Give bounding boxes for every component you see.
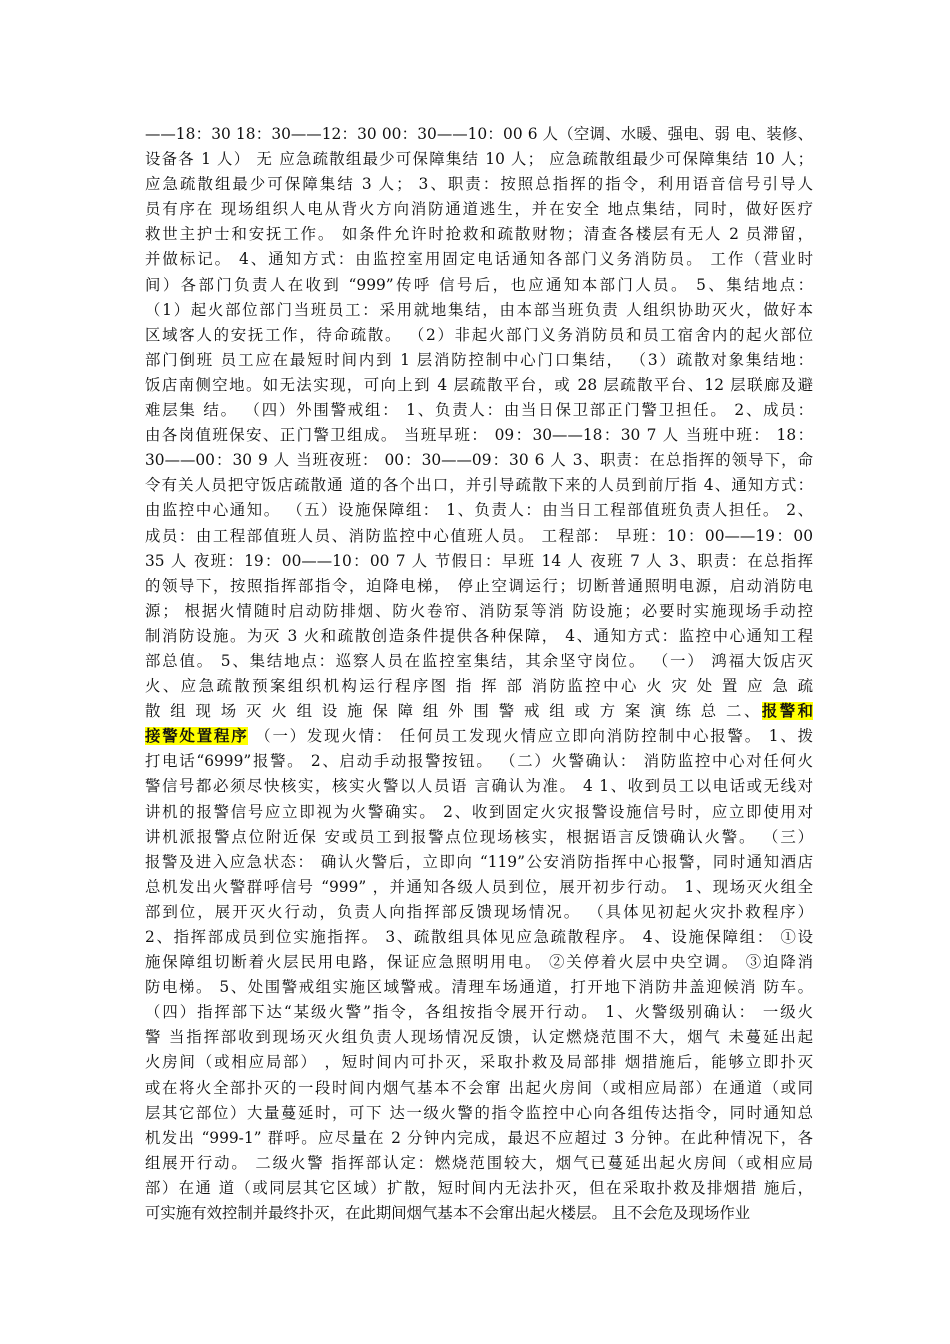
text-segment: 员有序在 现场组织人电从背火方向消防通道逃生，并在安全 地点集结，同时，做好医疗 [145, 200, 813, 219]
text-line [145, 172, 813, 197]
text-line [145, 624, 813, 649]
text-segment: 总机发出火警群呼信号 “999” ，并通知各级人员到位，展开初步行动。 1、现场灭火组全 [145, 877, 813, 896]
text-line [145, 473, 813, 498]
text-segment: 火、应急疏散预案组织机构运行程序图 指 挥 部 消防监控中心 火 灾 处 置 应 急 疏 [145, 677, 813, 696]
text-segment: 并做标记。 4、通知方式：由监控室用固定电话通知各部门义务消防员。 工作（营业时 [145, 250, 813, 269]
text-line [145, 599, 813, 624]
text-segment: 层其它部位）大量蔓延时，可下 达一级火警的指令监控中心向各组传达指令，同时通知总 [145, 1103, 813, 1122]
text-segment: ——18：30 18：30——12：30 00：30——10：00 6 人（空调、水暖、强电、弱 电、装修、 [145, 125, 813, 143]
text-line [145, 549, 813, 574]
text-line [145, 1025, 813, 1050]
text-segment: 防电梯。 5、处围警戒组实施区域警戒。清理车场通道，打开地下消防井盖迎候消 防车。 [145, 978, 813, 997]
text-segment: 的领导下，按照指挥部指令，迫降电梯， 停止空调运行；切断普通照明电源，启动消防电 [145, 576, 813, 595]
text-line [145, 649, 813, 674]
text-line [145, 1050, 813, 1075]
text-line [145, 1151, 813, 1176]
text-segment: 可实施有效控制并最终扑灭，在此期间烟气基本不会窜出起火楼层。 且不会危及现场作业 [145, 1204, 751, 1223]
text-segment: 制消防设施。为灭 3 火和疏散创造条件提供各种保障， 4、通知方式：监控中心通知工程 [145, 626, 813, 645]
text-segment: 令有关人员把守饭店疏散通 道的各个出口，并引导疏散下来的人员到前厅指 4、通知方式： [145, 476, 813, 495]
text-segment: 部到位，展开灭火行动，负责人向指挥部反馈现场情况。 （具体见初起火灾扑救程序） [145, 902, 813, 921]
text-line [145, 273, 813, 298]
text-segment: 由各岗值班保安、正门警卫组成。 当班早班： 09：30——18：30 7 人 当班中班： 18： [145, 426, 813, 445]
text-line [145, 1126, 813, 1151]
text-segment: 设备各 1 人） 无 应急疏散组最少可保障集结 10 人； 应急疏散组最少可保障集结 10 人； [145, 150, 813, 169]
text-segment: 30——00：30 9 人 当班夜班： 00：30——09：30 6 人 3、职责：在总指挥的领导下，命 [145, 451, 813, 470]
text-segment: 或在将火全部扑灭的一段时间内烟气基本不会窜 出起火房间（或相应局部）在通道（或同 [145, 1078, 813, 1097]
text-segment: （四）指挥部下达“某级火警”指令，各组按指令展开行动。 1、火警级别确认： 一级火 [145, 1003, 813, 1022]
text-line [145, 800, 813, 825]
text-line [145, 298, 813, 323]
text-line [145, 247, 813, 272]
text-line [145, 222, 813, 247]
text-line [145, 950, 813, 975]
text-segment: 火房间（或相应局部） ，短时间内可扑灭，采取扑救及局部排 烟措施后，能够立即扑灭 [145, 1053, 813, 1072]
text-line [145, 925, 813, 950]
text-segment: （一）发现火情： 任何员工发现火情应立即向消防控制中心报警。 1、拨 [248, 727, 813, 746]
text-line [145, 1000, 813, 1025]
text-segment: 警信号都必须尽快核实，核实火警以人员语 言确认为准。 4 1、收到员工以电话或无线对 [145, 777, 813, 796]
text-line [145, 498, 813, 523]
text-segment: 机发出 “999-1” 群呼。应尽量在 2 分钟内完成，最迟不应超过 3 分钟。在此种情况下，各 [145, 1128, 813, 1147]
text-line [145, 423, 813, 448]
highlighted-keyword: 接警处置程序 [145, 727, 249, 746]
text-segment: 饭店南侧空地。如无法实现，可向上到 4 层疏散平台，或 28 层疏散平台、12 层联廊及避 [145, 375, 813, 394]
text-line [145, 724, 813, 749]
text-segment: 成员：由工程部值班人员、消防监控中心值班人员。 工程部： 早班：10：00——19：00 [145, 526, 813, 545]
text-segment: 应急疏散组最少可保障集结 3 人； 3、职责：按照总指挥的指令，利用语音信号引导人 [145, 175, 813, 194]
text-segment: 2、指挥部成员到位实施指挥。 3、疏散组具体见应急疏散程序。 4、设施保障组： ①设 [145, 928, 813, 946]
text-segment: 35 人 夜班：19：00——10：00 7 人 节假日：早班 14 人 夜班 7 人 3、职责：在总指挥 [145, 551, 813, 570]
text-segment: 部）在通 道（或同层其它区域）扩散，短时间内无法扑灭，但在采取扑救及排烟措 施后， [145, 1178, 813, 1197]
text-line [145, 1076, 813, 1101]
text-line [145, 825, 813, 850]
text-segment: 施保障组切断着火层民用电路，保证应急照明用电。 ②关停着火层中央空调。 ③迫降消 [145, 953, 813, 972]
text-line [145, 448, 813, 473]
text-line [145, 850, 813, 875]
text-line [145, 749, 813, 774]
text-segment: （1）起火部位部门当班员工：采用就地集结，由本部当班负责 人组织协助灭火，做好本 [145, 300, 813, 319]
text-segment: 散 组 现 场 灭 火 组 设 施 保 障 组 外 围 警 戒 组 或 方 案 演 练 总 二、 [145, 702, 762, 721]
text-line [145, 574, 813, 599]
text-line [145, 147, 813, 172]
text-line [145, 524, 813, 549]
text-segment: 间）各部门负责人在收到 “999”传呼 信号后，也应通知本部门人员。 5、集结地点： [145, 275, 813, 294]
text-segment: 难层集 结。 （四）外围警戒组： 1、负责人：由当日保卫部正门警卫担任。 2、成员： [145, 401, 813, 420]
text-segment: 报警及进入应急状态： 确认火警后，立即向 “119”公安消防指挥中心报警，同时通知酒店 [145, 852, 813, 871]
highlighted-keyword: 报警和 [761, 702, 813, 721]
text-line [145, 122, 813, 147]
text-segment: 组展开行动。 二级火警 指挥部认定：燃烧范围较大，烟气已蔓延出起火房间（或相应局 [145, 1153, 813, 1172]
text-segment: 区域客人的安抚工作，待命疏散。 （2）非起火部门义务消防员和员工宿舍内的起火部位 [145, 325, 813, 344]
text-segment: 打电话“6999”报警。 2、启动手动报警按钮。 （二）火警确认： 消防监控中心对任何火 [145, 752, 813, 771]
text-line [145, 373, 813, 398]
text-line [145, 398, 813, 423]
text-segment: 警 当指挥部收到现场灭火组负责人现场情况反馈，认定燃烧范围不大，烟气 未蔓延出起 [145, 1028, 813, 1047]
document-body-text [145, 122, 813, 1226]
text-line [145, 875, 813, 900]
text-line [145, 699, 813, 724]
text-line [145, 1201, 813, 1226]
text-line [145, 900, 813, 925]
text-line [145, 1101, 813, 1126]
text-line [145, 323, 813, 348]
text-segment: 救世主护士和安抚工作。 如条件允许时抢救和疏散财物；清查各楼层有无人 2 员滞留， [145, 225, 813, 244]
text-line [145, 975, 813, 1000]
text-segment: 源； 根据火情随时启动防排烟、防火卷帘、消防泵等消 防设施；必要时实施现场手动控 [145, 601, 813, 620]
text-segment: 讲机派报警点位附近保 安或员工到报警点位现场核实，根据语言反馈确认火警。 （三） [145, 827, 813, 846]
text-segment: 由监控中心通知。 （五）设施保障组： 1、负责人：由当日工程部值班负责人担任。 2、 [145, 501, 813, 520]
text-line [145, 197, 813, 222]
text-line [145, 348, 813, 373]
text-line [145, 1176, 813, 1201]
text-segment: 部门倒班 员工应在最短时间内到 1 层消防控制中心门口集结， （3）疏散对象集结地： [145, 350, 813, 369]
text-line [145, 674, 813, 699]
text-segment: 部总值。 5、集结地点：巡察人员在监控室集结，其余坚守岗位。 （一） 鸿福大饭店灭 [145, 651, 813, 670]
text-line [145, 774, 813, 799]
text-segment: 讲机的报警信号应立即视为火警确实。 2、收到固定火灾报警设施信号时，应立即使用对 [145, 802, 813, 821]
